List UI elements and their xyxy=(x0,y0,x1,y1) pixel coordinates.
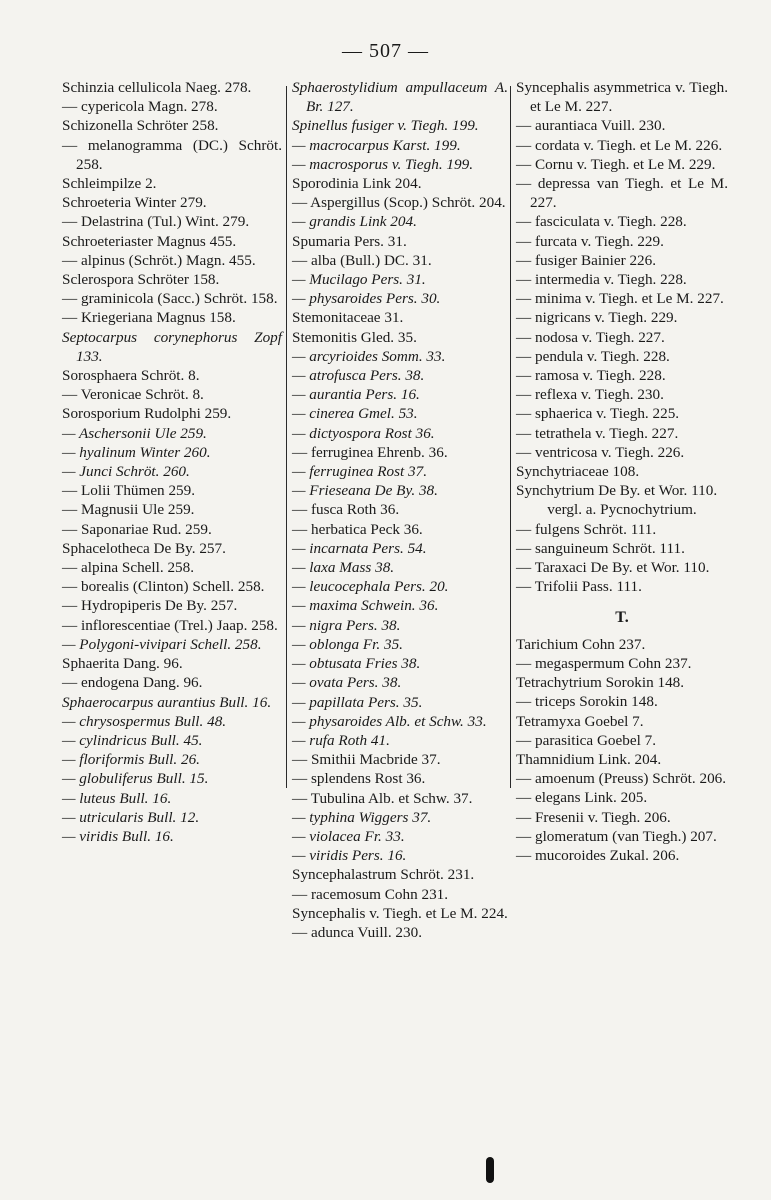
index-entry: — alpinus (Schröt.) Magn. 455. xyxy=(62,251,256,269)
index-entry: — adunca Vuill. 230. xyxy=(292,923,422,941)
index-entry: Syncephalis v. Tiegh. et Le M. 224. xyxy=(292,904,508,922)
index-entry: — parasitica Goebel 7. xyxy=(516,731,657,749)
index-entry: vergl. a. Pycnochytrium. xyxy=(547,501,697,519)
index-entry: — maxima Schwein. 36. xyxy=(292,597,439,615)
index-entry: — Cornu v. Tiegh. et Le M. 229. xyxy=(516,155,716,173)
index-entry: — violacea Fr. 33. xyxy=(292,827,405,845)
index-entry: — ventricosa v. Tiegh. 226. xyxy=(516,443,685,461)
index-entry: — Kriegeriana Magnus 158. xyxy=(62,309,236,327)
index-entry: Sphacelotheca De By. 257. xyxy=(62,539,226,557)
ink-blot xyxy=(486,1157,494,1183)
index-entry: — macrosporus v. Tiegh. 199. xyxy=(292,155,473,173)
index-entry: — elegans Link. 205. xyxy=(516,789,648,807)
index-entry: — Delastrina (Tul.) Wint. 279. xyxy=(62,213,250,231)
page-number: — 507 — xyxy=(342,40,429,62)
column-rule xyxy=(510,86,511,788)
index-entry: — incarnata Pers. 54. xyxy=(292,539,427,557)
index-entry: — inflorescentiae (Trel.) Jaap. 258. xyxy=(62,616,278,634)
index-entry: — reflexa v. Tiegh. 230. xyxy=(516,386,664,404)
index-entry: — Frieseana De By. 38. xyxy=(292,482,438,500)
index-entry: — splendens Rost 36. xyxy=(292,770,426,788)
index-entry: — Taraxaci De By. et Wor. 110. xyxy=(516,559,710,577)
index-entry: — Veronicae Schröt. 8. xyxy=(62,386,204,404)
index-entry: Tarichium Cohn 237. xyxy=(516,635,646,653)
index-entry: — atrofusca Pers. 38. xyxy=(292,367,425,385)
index-entry: — cinerea Gmel. 53. xyxy=(292,405,418,423)
index-entry: — luteus Bull. 16. xyxy=(62,789,172,807)
index-entry: — alpina Schell. 258. xyxy=(62,559,195,577)
index-entry: — intermedia v. Tiegh. 228. xyxy=(516,271,687,289)
index-entry: — Smithii Macbride 37. xyxy=(292,751,441,769)
index-entry: — sanguineum Schröt. 111. xyxy=(516,539,685,557)
index-entry: Sphaerostylidium ampullaceum A. Br. 127. xyxy=(292,79,508,116)
index-entry: — tetrathela v. Tiegh. 227. xyxy=(516,424,679,442)
index-entry: — rufa Roth 41. xyxy=(292,731,390,749)
index-entry: — ferruginea Rost 37. xyxy=(292,463,427,481)
index-entry: Stemonitaceae 31. xyxy=(292,309,404,327)
index-entry: Spumaria Pers. 31. xyxy=(292,232,407,250)
index-entry: — fusca Roth 36. xyxy=(292,501,400,519)
index-entry: — dictyospora Rost 36. xyxy=(292,424,435,442)
index-entry: — pendula v. Tiegh. 228. xyxy=(516,347,670,365)
index-entry: — floriformis Bull. 26. xyxy=(62,751,200,769)
index-entry: Synchytriaceae 108. xyxy=(516,463,640,481)
index-entry: — viridis Bull. 16. xyxy=(62,827,174,845)
index-entry: — megaspermum Cohn 237. xyxy=(516,654,692,672)
index-entry: — sphaerica v. Tiegh. 225. xyxy=(516,405,680,423)
index-entry: — racemosum Cohn 231. xyxy=(292,885,449,903)
index-entry: Schroeteria Winter 279. xyxy=(62,194,207,212)
index-entry: Sorosphaera Schröt. 8. xyxy=(62,367,200,385)
index-entry: — Magnusii Ule 259. xyxy=(62,501,195,519)
index-entry: — obtusata Fries 38. xyxy=(292,655,421,673)
index-entry: — macrocarpus Karst. 199. xyxy=(292,136,461,154)
index-entry: Tetramyxa Goebel 7. xyxy=(516,712,644,730)
index-entry: — Saponariae Rud. 259. xyxy=(62,520,212,538)
index-entry: — ferruginea Ehrenb. 36. xyxy=(292,443,448,461)
index-entry: — depressa van Tiegh. et Le M. 227. xyxy=(516,175,728,212)
index-entry: — grandis Link 204. xyxy=(292,213,417,231)
index-column-1 xyxy=(62,78,282,846)
index-entry: — fulgens Schröt. 111. xyxy=(516,520,657,538)
index-entry: — Fresenii v. Tiegh. 206. xyxy=(516,808,671,826)
index-entry: — viridis Pers. 16. xyxy=(292,847,407,865)
index-entry: — utricularis Bull. 12. xyxy=(62,808,200,826)
index-entry: — papillata Pers. 35. xyxy=(292,693,423,711)
index-entry: — arcyrioides Somm. 33. xyxy=(292,347,446,365)
index-entry: Schinzia cellulicola Naeg. 278. xyxy=(62,79,252,96)
index-entry: — oblonga Fr. 35. xyxy=(292,635,403,653)
index-entry: Thamnidium Link. 204. xyxy=(516,750,662,768)
index-entry: Sphaerita Dang. 96. xyxy=(62,655,183,673)
index-entry: — triceps Sorokin 148. xyxy=(516,693,658,711)
index-entry: — fusiger Bainier 226. xyxy=(516,251,657,269)
index-entry: Syncephalastrum Schröt. 231. xyxy=(292,866,475,884)
index-entry: Schleimpilze 2. xyxy=(62,175,157,193)
index-entry: — physaroides Pers. 30. xyxy=(292,290,441,308)
index-entry: — physaroides Alb. et Schw. 33. xyxy=(292,712,487,730)
index-entry: Schroeteriaster Magnus 455. xyxy=(62,232,237,250)
index-entry: — chrysospermus Bull. 48. xyxy=(62,712,227,730)
index-entry: — nigricans v. Tiegh. 229. xyxy=(516,309,678,327)
index-entry: — furcata v. Tiegh. 229. xyxy=(516,232,664,250)
section-letter: T. xyxy=(615,609,629,627)
index-entry: — alba (Bull.) DC. 31. xyxy=(292,251,432,269)
index-entry: Sporodinia Link 204. xyxy=(292,175,422,193)
index-entry: — hyalinum Winter 260. xyxy=(62,443,211,461)
index-entry: — Aschersonii Ule 259. xyxy=(62,424,207,442)
index-entry: — fasciculata v. Tiegh. 228. xyxy=(516,213,687,231)
index-entry: Synchytrium De By. et Wor. 110. xyxy=(516,482,718,500)
index-entry: — cypericola Magn. 278. xyxy=(62,98,218,116)
column-rule xyxy=(286,86,287,788)
index-entry: Septocarpus corynephorus Zopf 133. xyxy=(62,328,282,365)
index-column-3 xyxy=(516,78,728,865)
index-entry: Sphaerocarpus aurantius Bull. 16. xyxy=(62,693,272,711)
index-entry: — globuliferus Bull. 15. xyxy=(62,770,209,788)
index-entry: — endogena Dang. 96. xyxy=(62,674,203,692)
index-entry: — ramosa v. Tiegh. 228. xyxy=(516,367,666,385)
index-entry: — herbatica Peck 36. xyxy=(292,520,423,538)
index-column-2 xyxy=(292,78,508,942)
index-entry: — graminicola (Sacc.) Schröt. 158. xyxy=(62,290,278,308)
index-entry: — glomeratum (van Tiegh.) 207. xyxy=(516,827,717,845)
index-entry: — borealis (Clinton) Schell. 258. xyxy=(62,578,265,596)
index-entry: — amoenum (Preuss) Schröt. 206. xyxy=(516,770,727,788)
index-entry: Sorosporium Rudolphi 259. xyxy=(62,405,232,423)
index-entry: — nodosa v. Tiegh. 227. xyxy=(516,328,665,346)
index-entry: — melanogramma (DC.) Schröt. 258. xyxy=(62,136,282,173)
index-entry: — laxa Mass 38. xyxy=(292,559,395,577)
index-entry: — nigra Pers. 38. xyxy=(292,616,401,634)
index-entry: — aurantia Pers. 16. xyxy=(292,386,420,404)
index-entry: Tetrachytrium Sorokin 148. xyxy=(516,674,685,692)
index-entry: — Mucilago Pers. 31. xyxy=(292,271,426,289)
index-entry: — Lolii Thümen 259. xyxy=(62,482,196,500)
index-entry: Syncephalis asymmetrica v. Tiegh. et Le M. 227. xyxy=(516,79,728,116)
index-entry: Spinellus fusiger v. Tiegh. 199. xyxy=(292,117,479,135)
index-entry: — cylindricus Bull. 45. xyxy=(62,731,203,749)
index-entry: — aurantiaca Vuill. 230. xyxy=(516,117,666,135)
index-entry: — mucoroides Zukal. 206. xyxy=(516,846,680,864)
index-entry: — Polygoni-vivipari Schell. 258. xyxy=(62,635,262,653)
index-entry: — Trifolii Pass. 111. xyxy=(516,578,642,596)
index-entry: — typhina Wiggers 37. xyxy=(292,808,432,826)
index-entry: — Tubulina Alb. et Schw. 37. xyxy=(292,789,473,807)
index-entry: Sclerospora Schröter 158. xyxy=(62,271,220,289)
index-entry: — ovata Pers. 38. xyxy=(292,674,402,692)
index-entry: — minima v. Tiegh. et Le M. 227. xyxy=(516,290,724,308)
index-entry: — Aspergillus (Scop.) Schröt. 204. xyxy=(292,194,506,212)
index-entry: Schizonella Schröter 258. xyxy=(62,117,219,135)
index-entry: — Junci Schröt. 260. xyxy=(62,463,190,481)
index-entry: — cordata v. Tiegh. et Le M. 226. xyxy=(516,136,723,154)
index-entry: — Hydropiperis De By. 257. xyxy=(62,597,238,615)
index-entry: — leucocephala Pers. 20. xyxy=(292,578,449,596)
index-entry: Stemonitis Gled. 35. xyxy=(292,328,417,346)
